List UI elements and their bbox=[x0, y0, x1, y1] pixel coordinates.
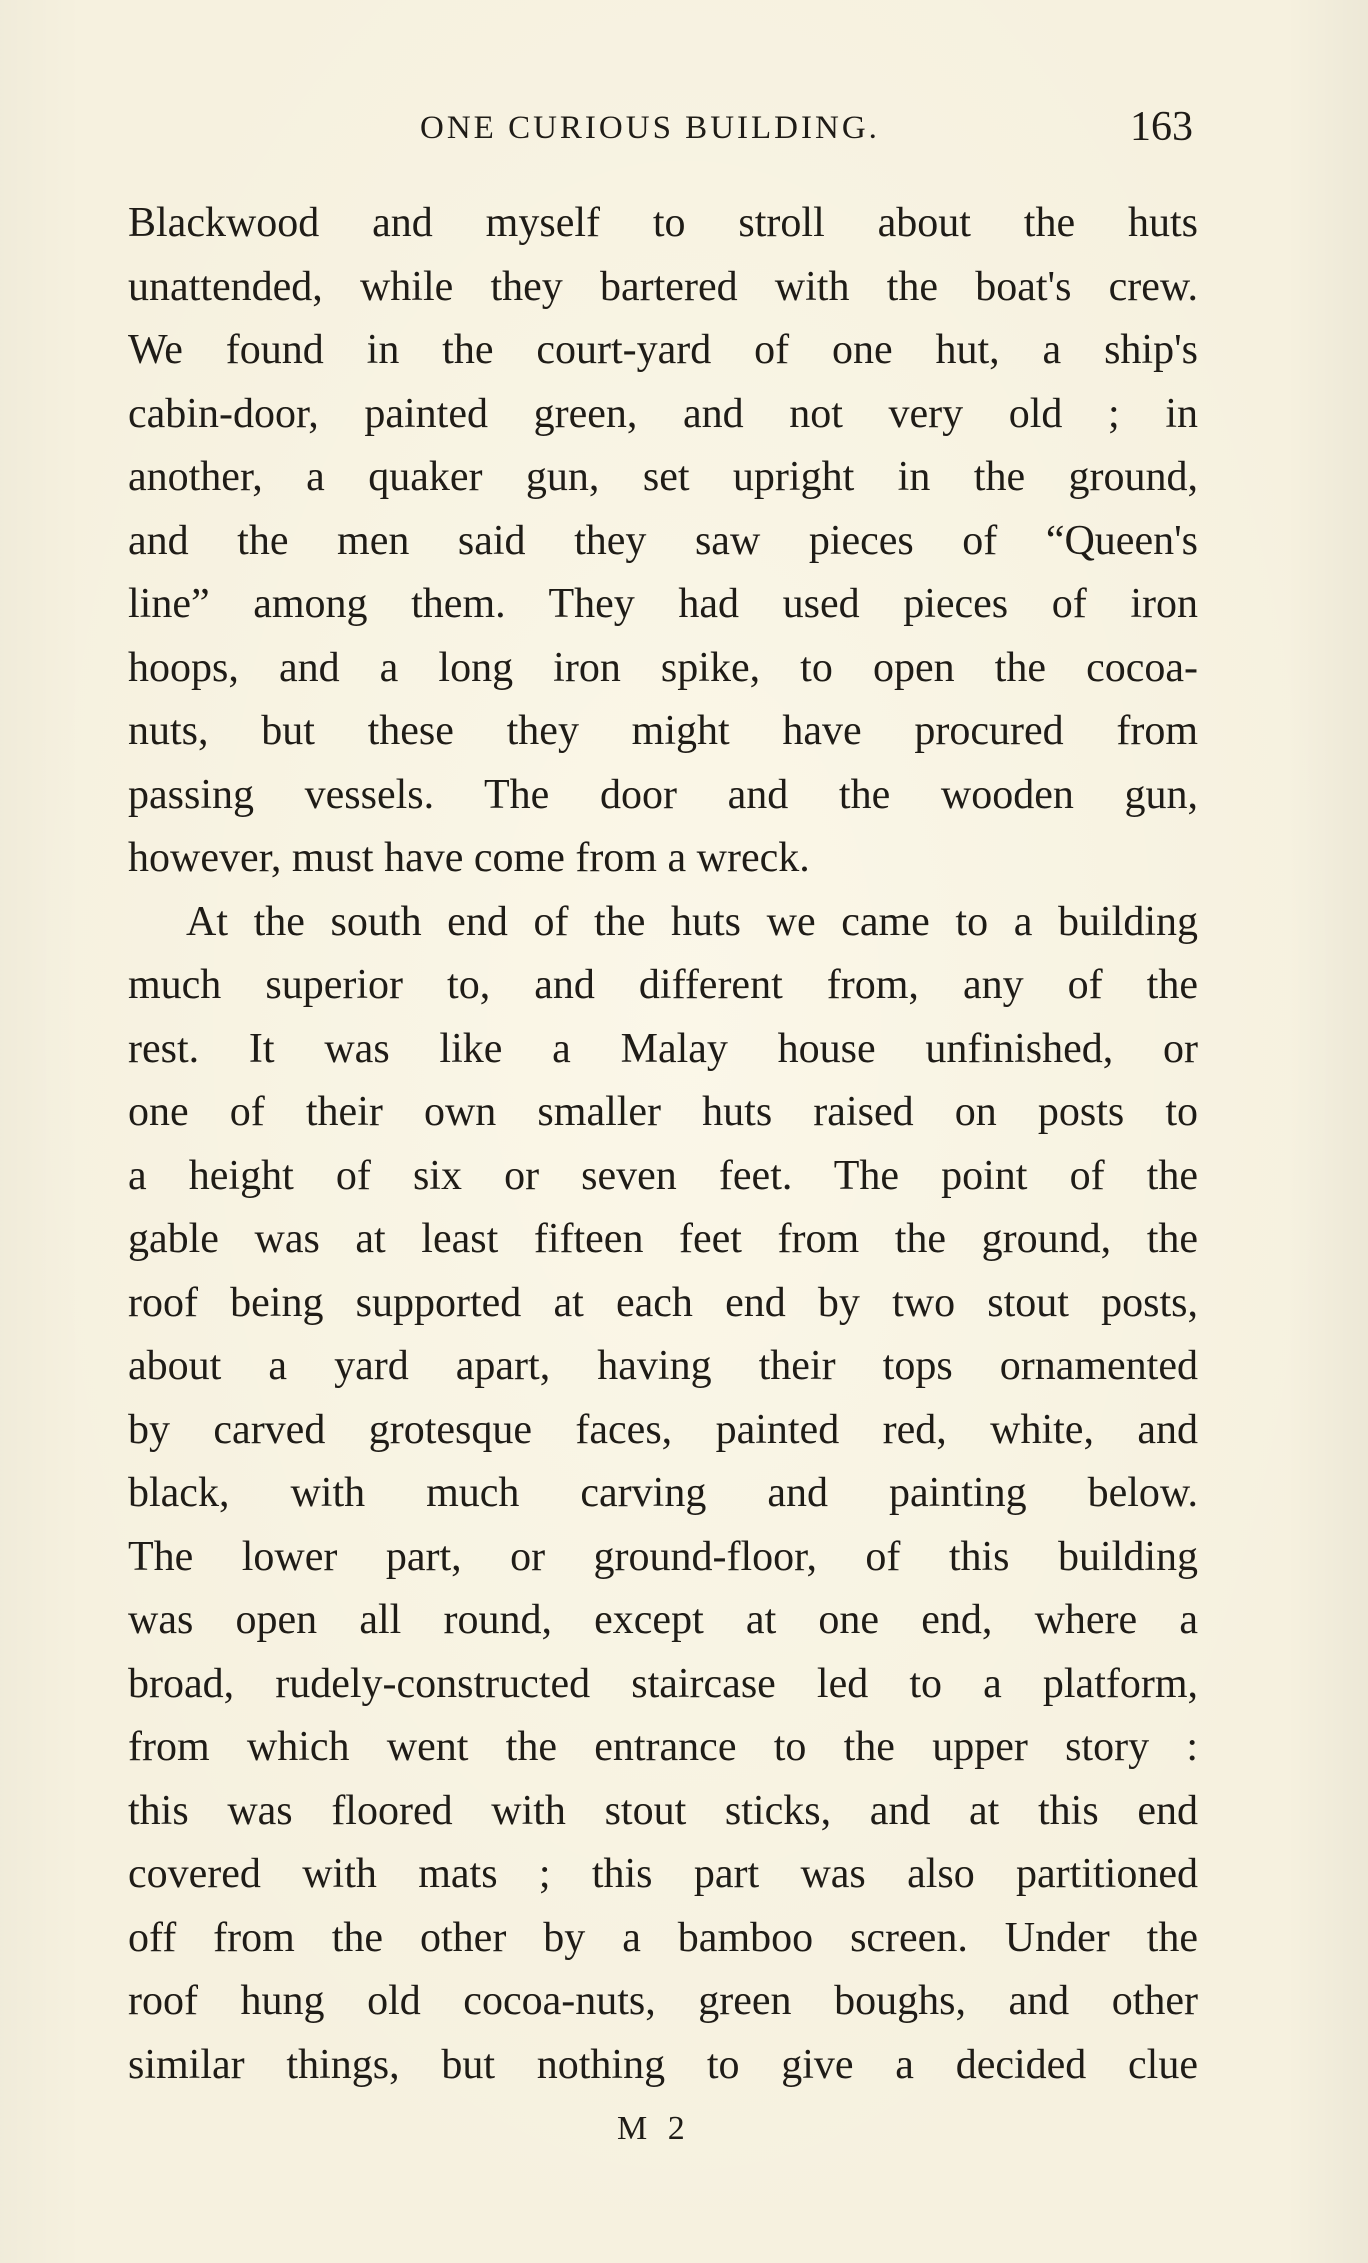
text-line: roof hung old cocoa-nuts, green boughs, and other bbox=[128, 1978, 1198, 2024]
text-line: this was floored with stout sticks, and at this end bbox=[128, 1787, 1198, 1834]
text-line: roof being supported at each end by two stout posts, bbox=[128, 1279, 1198, 1326]
text-line: hoops, and a long iron spike, to open the cocoa- bbox=[128, 644, 1198, 691]
text-line: At the south end of the huts we came to a building bbox=[186, 898, 1198, 945]
text-line: however, must have come from a wreck. bbox=[128, 835, 810, 881]
text-line: We found in the court-yard of one hut, a ship's bbox=[128, 327, 1198, 373]
signature-mark: M 2 bbox=[617, 2110, 691, 2147]
text-line: cabin-door, painted green, and not very old ; in bbox=[128, 390, 1198, 437]
text-line: from which went the entrance to the upper story : bbox=[128, 1724, 1198, 1770]
page-number: 163 bbox=[1130, 104, 1193, 150]
text-line: unattended, while they bartered with the boat's crew. bbox=[128, 263, 1198, 310]
text-line: one of their own smaller huts raised on posts to bbox=[128, 1089, 1198, 1135]
text-line: covered with mats ; this part was also partitioned bbox=[128, 1851, 1198, 1897]
text-line: was open all round, except at one end, where a bbox=[128, 1597, 1198, 1643]
text-line: similar things, but nothing to give a decided clue bbox=[128, 2041, 1198, 2088]
text-line: about a yard apart, having their tops ornamented bbox=[128, 1343, 1198, 1389]
text-line: and the men said they saw pieces of “Queen's bbox=[128, 517, 1198, 564]
text-line: off from the other by a bamboo screen. Under the bbox=[128, 1914, 1198, 1961]
text-line: much superior to, and different from, any of the bbox=[128, 962, 1198, 1008]
body-text bbox=[128, 192, 1198, 2097]
text-line: The lower part, or ground-floor, of this building bbox=[128, 1533, 1198, 1580]
text-line: Blackwood and myself to stroll about the huts bbox=[128, 200, 1198, 246]
text-line: nuts, but these they might have procured from bbox=[128, 708, 1198, 754]
text-line: line” among them. They had used pieces of iron bbox=[128, 581, 1198, 627]
text-line: black, with much carving and painting below. bbox=[128, 1470, 1198, 1516]
text-line: by carved grotesque faces, painted red, white, and bbox=[128, 1406, 1198, 1453]
text-line: another, a quaker gun, set upright in the ground, bbox=[128, 454, 1198, 500]
text-line: gable was at least fifteen feet from the ground, the bbox=[128, 1216, 1198, 1262]
text-line: passing vessels. The door and the wooden gun, bbox=[128, 771, 1198, 818]
text-line: broad, rudely-constructed staircase led to a platform, bbox=[128, 1660, 1198, 1707]
text-line: a height of six or seven feet. The point of the bbox=[128, 1152, 1198, 1199]
running-head: ONE CURIOUS BUILDING. bbox=[420, 110, 880, 146]
text-line: rest. It was like a Malay house unfinished, or bbox=[128, 1025, 1198, 1072]
